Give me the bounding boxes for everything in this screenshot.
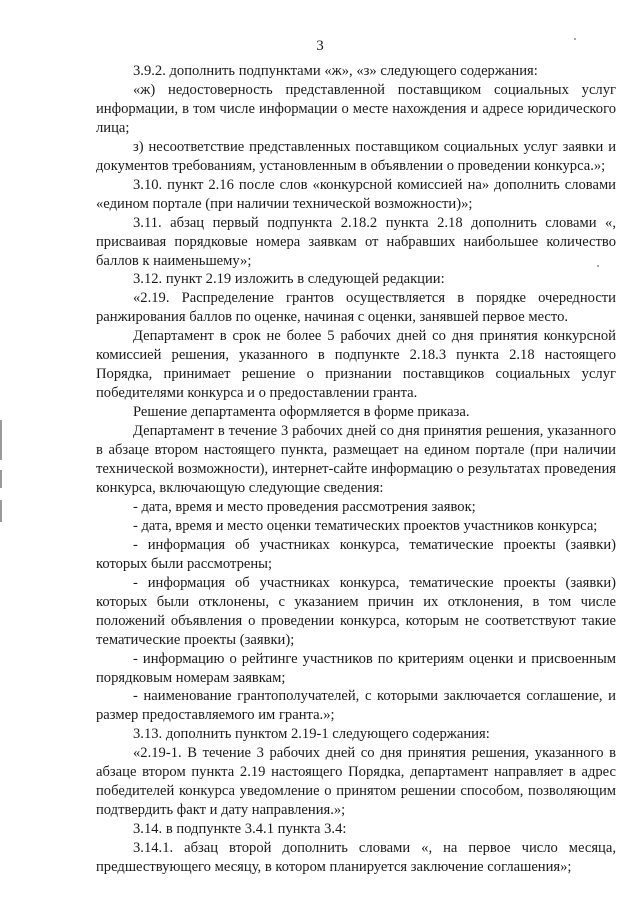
paragraph: - дата, время и место оценки тематических проектов участников конкурса; — [133, 517, 598, 534]
paragraph: - дата, время и место проведения рассмотрения заявок; — [133, 498, 476, 515]
page-number: 3 — [316, 38, 324, 54]
paragraph: 3.10. пункт 2.16 после слов «конкурсной комиссией на» дополнить словами «едином портале (при наличии технической возможности)»; — [96, 176, 616, 212]
paragraph: - наименование грантополучателей, с которыми заключается соглашение, и размер предоставляемого им гранта.»; — [96, 688, 616, 724]
paragraph: 3.12. пункт 2.19 изложить в следующей редакции: — [133, 271, 445, 288]
paragraph: - информацию о рейтинге участников по критериям оценки и присвоенным порядковым номерам заявкам; — [96, 650, 616, 686]
paragraph: Решение департамента оформляется в форме приказа. — [133, 404, 470, 421]
paragraph: Департамент в течение 3 рабочих дней со дня принятия решения, указанного в абзаце втором настоящего пункта, размещает на едином портале (при наличии технической возможности), интернет-сайте информацию о результатах проведения конкурса, включающую следующие сведения: — [96, 423, 616, 496]
scan-artifact — [0, 500, 2, 522]
paragraph: «2.19-1. В течение 3 рабочих дней со дня принятия решения, указанного в абзаце втором пункта 2.19 настоящего Порядка, департамент направляет в адрес победителей конкурса уведомление о принятом решении способом, позволяющим подтвердить факт и дату направления.»; — [96, 745, 616, 819]
paragraph: - информация об участниках конкурса, тематические проекты (заявки) которых были отклонены, с указанием причин их отклонения, в том числе положений объявления о проведении конкурса, которым не соответствуют такие тематические проекты (заявки); — [96, 574, 616, 648]
paragraph: з) несоответствие представленных поставщиком социальных услуг заявки и документов требованиям, установленным в объявлении о проведении конкурса.»; — [96, 138, 616, 174]
paragraph: Департамент в срок не более 5 рабочих дней со дня принятия конкурсной комиссией решения, указанного в подпункте 2.18.3 пункта 2.18 настоящего Порядка, принимает решение о признании поставщиков социальных услуг победителями конкурса и о предоставлении гранта. — [96, 328, 616, 402]
paragraph: - информация об участниках конкурса, тематические проекты (заявки) которых были рассмотрены; — [96, 536, 616, 572]
paragraph: 3.14.1. абзац второй дополнить словами «, на первое число месяца, предшествующего месяцу, в котором планируется заключение соглашения»; — [96, 840, 616, 876]
paragraph: 3.13. дополнить пунктом 2.19-1 следующего содержания: — [133, 726, 490, 743]
paragraph: 3.14. в подпункте 3.4.1 пункта 3.4: — [133, 821, 347, 838]
scan-artifact — [0, 420, 2, 460]
paragraph: 3.11. абзац первый подпункта 2.18.2 пункта 2.18 дополнить словами «, присваивая порядковые номера заявкам от набравших наибольшее количество баллов к наименьшему»; — [96, 214, 616, 269]
paragraph: 3.9.2. дополнить подпунктами «ж», «з» следующего содержания: — [133, 63, 538, 79]
document-body — [96, 62, 616, 877]
paragraph: «2.19. Распределение грантов осуществляется в порядке очередности ранжирования баллов по оценке, начиная с оценки, занявшей первое место. — [96, 290, 616, 326]
paragraph: «ж) недостоверность представленной поставщиком социальных услуг информации, в том числе информации о месте нахождения и адресе юридического лица; — [96, 81, 616, 136]
scan-artifact — [597, 265, 599, 267]
scan-artifact — [0, 470, 2, 488]
scan-artifact — [574, 38, 576, 40]
